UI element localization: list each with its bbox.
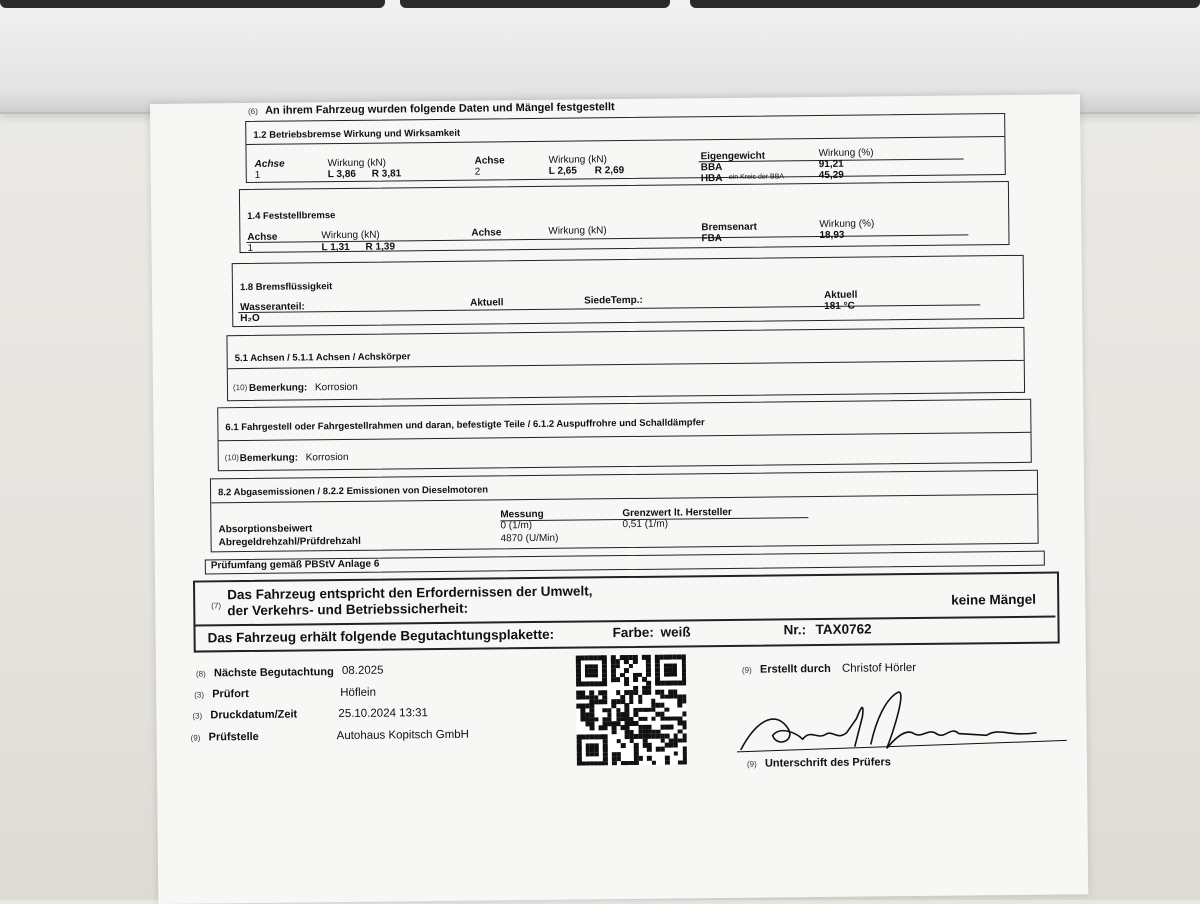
section-1-2-title: 1.2 Betriebsbremse Wirkung und Wirksamkeit — [253, 127, 461, 141]
s51-bemerkung-value: Korrosion — [314, 381, 358, 394]
axle-2-number: 2 — [474, 166, 481, 178]
qr-module — [682, 725, 687, 730]
qr-module — [642, 716, 647, 721]
qr-module — [647, 747, 652, 752]
qr-module — [660, 747, 665, 752]
qr-code-icon — [576, 654, 687, 765]
druck-value: 25.10.2024 13:31 — [338, 707, 428, 721]
fb-col-bremsenart: Bremsenart — [701, 221, 757, 234]
fb-axle-1-left: L 1,31 — [321, 241, 350, 254]
qr-module — [673, 672, 678, 677]
naechste-label: Nächste Begutachtung — [213, 666, 334, 680]
col-grenzwert: Grenzwert lt. Hersteller — [622, 506, 732, 520]
erstellt-value: Christof Hörler — [841, 662, 917, 675]
axle-1-left: L 3,86 — [327, 168, 356, 181]
axle-2-left: L 2,65 — [548, 165, 577, 177]
qr-module — [590, 726, 595, 731]
absorption-label: Absorptionsbeiwert — [218, 523, 313, 536]
absorption-grenzwert: 0,51 (1/m) — [622, 518, 669, 531]
qr-module — [633, 677, 638, 682]
h2o-label: H₂O — [240, 312, 260, 325]
aktuell-label-1: Aktuell — [470, 297, 504, 309]
fba-label: FBA — [701, 233, 723, 245]
footer-ref-9a: (9) — [190, 733, 201, 743]
col-messung: Messung — [500, 508, 544, 521]
qr-module — [633, 659, 638, 664]
qr-module — [629, 664, 634, 669]
qr-module — [602, 682, 607, 687]
qr-module — [682, 738, 687, 743]
s51-ref: (10) — [232, 382, 248, 393]
qr-module — [638, 699, 643, 704]
pruefstelle-label: Prüfstelle — [208, 730, 259, 744]
footer-ref-8: (8) — [195, 669, 206, 679]
qr-module — [621, 743, 626, 748]
nr-value: TAX0762 — [815, 621, 872, 638]
footer-ref-9c: (9) — [746, 759, 757, 769]
naechste-value: 08.2025 — [341, 664, 384, 678]
qr-module — [677, 703, 682, 708]
fb-axle-1-number: 1 — [247, 242, 254, 254]
qr-module — [651, 716, 656, 721]
fb-axle-1-right: R 1,39 — [365, 241, 396, 253]
section-6-1-title: 6.1 Fahrgestell oder Fahrgestellrahmen und daran, befestigte Teile / 6.1.2 Auspuffrohre und Schalldämpfer — [225, 417, 705, 434]
footer-ref-9b: (9) — [741, 665, 752, 675]
axle-1-number: 1 — [254, 169, 261, 181]
qr-module — [634, 761, 639, 766]
nr-label: Nr.: — [783, 622, 807, 638]
hba-note: ein Kreis der BBA — [728, 173, 785, 181]
section-1-4-title: 1.4 Feststellbremse — [247, 210, 336, 222]
col-wirkung-2: Wirkung (kN) — [548, 154, 608, 166]
qr-module — [616, 677, 621, 682]
s51-bemerkung-label: Bemerkung: — [248, 382, 308, 394]
result-ref: (7) — [211, 601, 222, 611]
col-achse-2: Achse — [474, 155, 505, 167]
footer-ref-3b: (3) — [192, 711, 203, 721]
pruefort-label: Prüfort — [212, 687, 249, 701]
qr-module — [624, 668, 629, 673]
drehzahl-label: Abregeldrehzahl/Prüfdrehzahl — [218, 535, 361, 549]
pruefort-value: Höflein — [340, 686, 377, 700]
plakette-label: Das Fahrzeug erhält folgende Begutachtungsplakette: — [207, 626, 555, 646]
section-5-1-title: 5.1 Achsen / 5.1.1 Achsen / Achskörper — [234, 351, 411, 365]
section-1-4-box — [239, 181, 1010, 253]
result-verdict: keine Mängel — [951, 591, 1037, 608]
bba-label: BBA — [700, 162, 723, 174]
fb-col-achse-2: Achse — [471, 227, 502, 239]
bba-value: 91,21 — [818, 158, 844, 171]
section-1-2-box — [245, 113, 1006, 183]
s61-ref: (10) — [224, 453, 239, 463]
section-1-8-box — [232, 255, 1025, 327]
col-achse-1: Achse — [254, 158, 285, 170]
fb-col-wirkung-2: Wirkung (kN) — [548, 225, 607, 237]
drehzahl-messung: 4870 (U/Min) — [500, 532, 559, 545]
s61-bemerkung-label: Bemerkung: — [239, 452, 299, 465]
qr-module — [594, 717, 599, 722]
qr-module — [665, 760, 670, 765]
pruefumfang-text: Prüfumfang gemäß PBStV Anlage 6 — [210, 558, 380, 572]
axle-1-right: R 3,81 — [371, 168, 402, 180]
qr-module — [594, 673, 599, 678]
druck-label: Druckdatum/Zeit — [210, 708, 298, 722]
header-title: An ihrem Fahrzeug wurden folgende Daten und Mängel festgestellt — [265, 101, 615, 117]
col-wirkung-1: Wirkung (kN) — [327, 157, 387, 170]
unterschrift-label: Unterschrift des Prüfers — [764, 756, 891, 770]
qr-module — [647, 690, 652, 695]
s61-bemerkung-value: Korrosion — [305, 451, 349, 464]
footer-ref-3a: (3) — [194, 690, 205, 700]
farbe-label: Farbe: — [612, 624, 654, 641]
hba-label: HBA — [700, 173, 723, 185]
result-line-2: der Verkehrs- und Betriebssicherheit: — [227, 600, 469, 619]
fba-value: 18,93 — [819, 229, 845, 241]
wasseranteil-label: Wasseranteil: — [240, 301, 305, 314]
qr-module — [646, 672, 651, 677]
qr-module — [652, 760, 657, 765]
qr-module — [669, 725, 674, 730]
pruefstelle-value: Autohaus Kopitsch GmbH — [336, 728, 470, 743]
section-1-8-title: 1.8 Bremsflüssigkeit — [239, 281, 333, 294]
qr-module — [664, 707, 669, 712]
qr-module — [594, 752, 599, 757]
qr-module — [674, 751, 679, 756]
qr-module — [612, 761, 617, 766]
fb-col-achse-1: Achse — [247, 231, 278, 243]
col-wirkung-pct: Wirkung (%) — [818, 147, 874, 160]
header-ref: (6) — [248, 106, 258, 116]
fb-col-wirkung-1: Wirkung (kN) — [321, 229, 380, 242]
qr-module — [682, 760, 687, 765]
col-eigengewicht: Eigengewicht — [700, 150, 766, 163]
result-line-1: Das Fahrzeug entspricht den Erfordernissen der Umwelt, — [227, 583, 593, 603]
qr-module — [624, 681, 629, 686]
qr-module — [603, 761, 608, 766]
absorption-messung: 0 (1/m) — [500, 520, 533, 532]
qr-module — [612, 730, 617, 735]
hba-value: 45,29 — [818, 169, 844, 182]
section-8-2-title: 8.2 Abgasemissionen / 8.2.2 Emissionen von Dieselmotoren — [218, 484, 489, 499]
qr-module — [638, 756, 643, 761]
inspection-report-sheet — [150, 94, 1088, 904]
qr-module — [674, 743, 679, 748]
siedetemp-value: 181 °C — [824, 300, 855, 312]
qr-module — [682, 712, 687, 717]
siedetemp-label: SiedeTemp.: — [584, 294, 643, 307]
qr-module — [682, 698, 687, 703]
qr-module — [682, 681, 687, 686]
axle-2-right: R 2,69 — [594, 165, 625, 177]
qr-module — [615, 664, 620, 669]
fb-col-wirkung-pct: Wirkung (%) — [819, 218, 875, 230]
qr-module — [603, 699, 608, 704]
signature-icon — [736, 686, 1077, 760]
erstellt-label: Erstellt durch — [759, 662, 831, 676]
qr-module — [629, 699, 634, 704]
farbe-value: weiß — [660, 624, 691, 640]
qr-module — [603, 726, 608, 731]
aktuell-label-2: Aktuell — [823, 289, 858, 301]
